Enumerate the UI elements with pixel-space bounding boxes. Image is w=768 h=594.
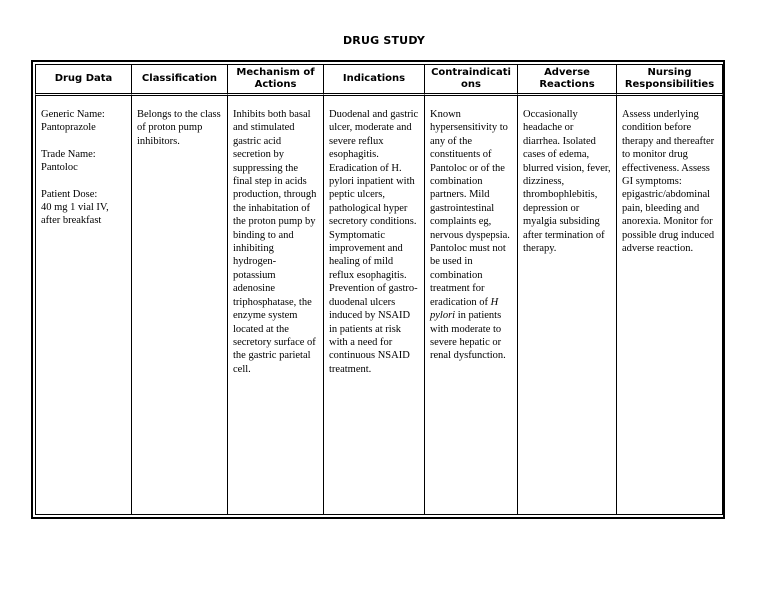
column-header-nursing-responsibilities: Nursing Responsibilities (617, 64, 723, 93)
trade-name-value: Pantoloc (41, 162, 78, 174)
classification-text: Belongs to the class of proton pump inhibitors. (137, 109, 221, 147)
column-header-contraindications: Contraindicati ons (425, 64, 518, 93)
indications-text: Duodenal and gastric ulcer, moderate and severe reflux esophagitis. Eradication of H. pylori inpatient with peptic ulcers, pathological hyper secretory conditions. Symptomatic improvement and healing of mild reflux esophagitis. Prevention of gastro-duodenal ulcers induced by NSAID in patients at risk with a need for continuous NSAID treatment. (329, 109, 419, 375)
column-header-classification: Classification (132, 64, 228, 93)
nursing-responsibilities-text: Assess underlying condition before therapy and thereafter to monitor drug effectiveness. Assess GI symptoms: epigastric/abdominal pain, bleeding and anorexia. Monitor for possible drug induced adverse reaction. (622, 109, 715, 255)
cell-drug-data (35, 93, 132, 515)
contraindications-text: Known hypersensitivity to any of the constituents of Pantoloc or of the combination partners. Mild gastrointestinal complaints eg, nervous dyspepsia. Pantoloc must not be used in combination treatment for eradication of H pylori in patients with moderate to severe hepatic or renal dysfunction. (430, 109, 510, 362)
adverse-reactions-text: Occasionally headache or diarrhea. Isolated cases of edema, blurred vision, fever, dizziness, thrombophlebitis, depression or myalgia subsiding after termination of therapy. (523, 109, 611, 255)
generic-name-value: Pantoprazole (41, 122, 96, 134)
trade-name-label: Trade Name: (41, 148, 96, 160)
cell-mechanism (228, 93, 324, 515)
cell-classification (132, 93, 228, 515)
cell-contraindications (425, 93, 518, 515)
drug-study-table-frame (31, 60, 725, 519)
cell-nursing-responsibilities (617, 93, 723, 515)
patient-dose-label: Patient Dose: (41, 188, 98, 200)
mechanism-text: Inhibits both basal and stimulated gastric acid secretion by suppressing the final step in acids production, through the inhabitation of the proton pump by binding to and inhibiting hydrogen-potassium adenosine triphosphatase, the enzyme system located at the secretory surface of the gastric parietal cell. (233, 109, 317, 375)
column-header-drug-data: Drug Data (35, 64, 132, 93)
contraindications-italic: H pylori (430, 296, 499, 322)
page-title: DRUG STUDY (342, 34, 426, 47)
cell-indications (324, 93, 425, 515)
table-row (35, 93, 723, 515)
patient-dose-value: 40 mg 1 vial IV, after breakfast (41, 202, 109, 227)
cell-adverse-reactions (518, 93, 617, 515)
generic-name-label: Generic Name: (41, 109, 105, 120)
column-header-adverse-reactions: Adverse Reactions (518, 64, 617, 93)
column-header-indications: Indications (324, 64, 425, 93)
drug-study-table (35, 64, 723, 515)
header-row (35, 64, 723, 93)
column-header-mechanism: Mechanism of Actions (228, 64, 324, 93)
